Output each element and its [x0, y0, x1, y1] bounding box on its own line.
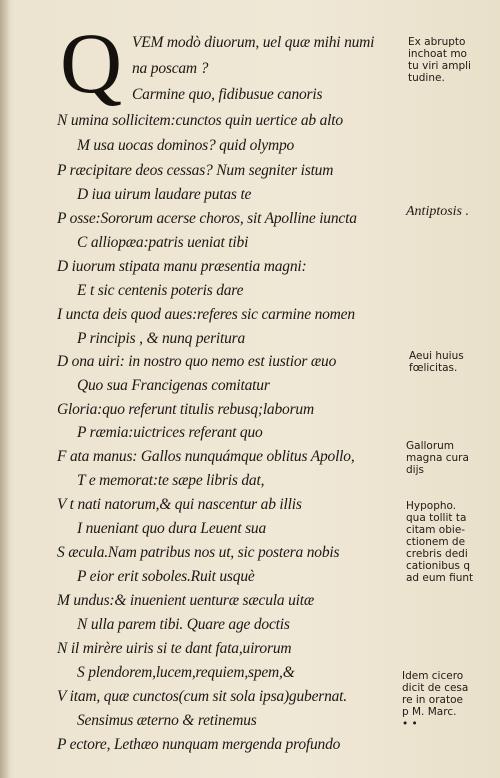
margin-note: Gallorum magna cura dijs	[406, 440, 469, 476]
verse-line: P eior erit soboles.Ruit usquè	[77, 568, 255, 585]
verse-line: N il mirère uiris si te dant fata,uirorum	[57, 640, 292, 657]
verse-line: S plendorem,lucem,requiem,spem,&	[77, 664, 295, 681]
verse-line: D ona uiri: in nostro quo nemo est iustior æuo	[57, 353, 337, 370]
margin-note: Hypopho. qua tollit ta citam obie- ctionem de crebris dedi cationibus q ad eum fiunt	[406, 500, 474, 584]
verse-line: I nueniant quo dura Leuent sua	[77, 520, 267, 537]
verse-line: N umina sollicitem:cunctos quin uertice ab alto	[57, 112, 343, 129]
margin-note: Ex abrupto inchoat mo tu viri ampli tudine.	[408, 36, 471, 84]
initial-capital: Q	[60, 15, 123, 111]
verse-line: F ata manus: Gallos nunquámque oblitus Apollo,	[57, 448, 355, 465]
verse-line: T e memorat:te sæpe libris dat,	[77, 472, 265, 489]
verse-line: P ræmia:uictrices referant quo	[77, 424, 263, 441]
verse-line: P ræcipitare deos cessas? Num segniter istum	[57, 162, 334, 179]
verse-line: Sensimus æterno & retinemus	[77, 712, 257, 729]
margin-note: Idem cicero dicit de cesa re in oratoe p M. Marc. • •	[402, 670, 469, 730]
verse-line: P osse:Sororum acerse choros, sit Apolline iuncta	[57, 210, 357, 227]
verse-line: V itam, quæ cunctos(cum sit sola ipsa)gubernat.	[57, 688, 347, 705]
verse-line: D iuorum stipata manu præsentia magni:	[57, 258, 307, 275]
verse-line: M undus:& inuenient uenturæ sæcula uitæ	[57, 592, 314, 609]
verse-line: na poscam ?	[132, 60, 209, 77]
verse-line: D iua uirum laudare putas te	[77, 186, 252, 203]
verse-line: Gloria:quo referunt titulis rebusq;laborum	[57, 401, 314, 418]
verse-line: S æcula.Nam patribus nos ut, sic postera nobis	[57, 544, 340, 561]
verse-line: P rincipis , & nunq peritura	[77, 330, 246, 347]
verse-line: E t sic centenis poteris dare	[77, 282, 244, 299]
verse-line: Quo sua Francigenas comitatur	[77, 377, 270, 394]
verse-line: P ectore, Lethæo nunquam mergenda profundo	[57, 736, 341, 753]
verse-line: VEM modò diuorum, uel quæ mihi numi	[132, 34, 375, 51]
margin-note: Aeui huius fœlicitas.	[409, 350, 464, 374]
verse-line: N ulla parem tibi. Quare age doctis	[77, 616, 290, 633]
page-gutter-shadow	[0, 0, 10, 778]
verse-line: C alliopæa:patris ueniat tibi	[77, 234, 249, 251]
margin-note: Antiptosis .	[406, 204, 470, 219]
verse-line: I uncta deis quod aues:referes sic carmine nomen	[57, 306, 355, 323]
verse-line: V t nati natorum,& qui nascentur ab illis	[57, 496, 302, 513]
verse-line: Carmine quo, fidibusue canoris	[132, 86, 323, 103]
verse-line: M usa uocas dominos? quid olympo	[77, 137, 295, 154]
